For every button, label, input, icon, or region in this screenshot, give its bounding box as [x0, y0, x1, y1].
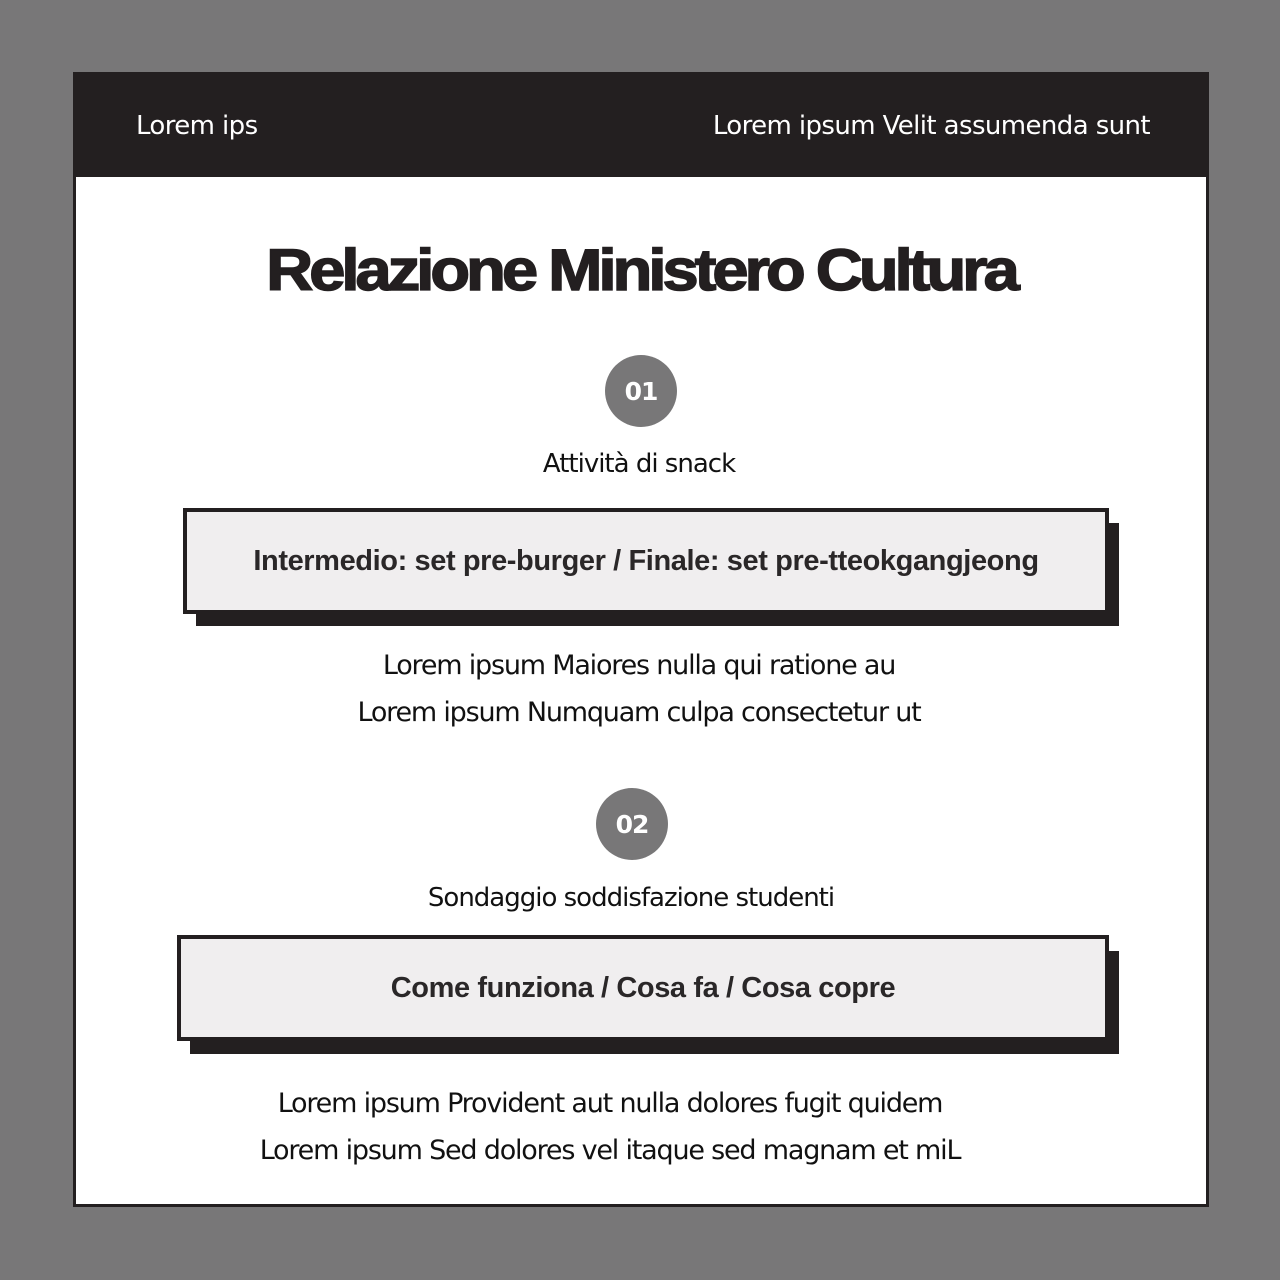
page-title: Relazione Ministero Cultura — [266, 238, 1016, 303]
section-description-01 — [74, 642, 1204, 736]
section-number-badge-01: 01 — [605, 355, 677, 427]
section-description-02 — [45, 1080, 1175, 1174]
description-line: Lorem ipsum Numquam culpa consectetur ut — [357, 697, 921, 728]
highlight-box-02 — [177, 935, 1109, 1041]
highlight-box-text-02: Come funziona / Cosa fa / Cosa copre — [390, 971, 896, 1004]
highlight-box-01 — [183, 508, 1109, 614]
section-number-badge-02: 02 — [596, 788, 668, 860]
report-card — [73, 72, 1209, 1207]
header-bar — [76, 75, 1206, 177]
description-line: Lorem ipsum Provident aut nulla dolores fugit quidem — [277, 1088, 943, 1119]
section-label-02: Sondaggio soddisfazione studenti — [427, 883, 835, 913]
description-line: Lorem ipsum Sed dolores vel itaque sed magnam et miL — [259, 1135, 961, 1166]
highlight-box-text-01: Intermedio: set pre-burger / Finale: set pre-tteokgangjeong — [253, 544, 1039, 577]
header-left-text: Lorem ips — [136, 111, 258, 141]
description-line: Lorem ipsum Maiores nulla qui ratione au — [382, 650, 896, 681]
header-right-text: Lorem ipsum Velit assumenda sunt — [712, 111, 1150, 141]
section-label-01: Attività di snack — [542, 449, 736, 479]
